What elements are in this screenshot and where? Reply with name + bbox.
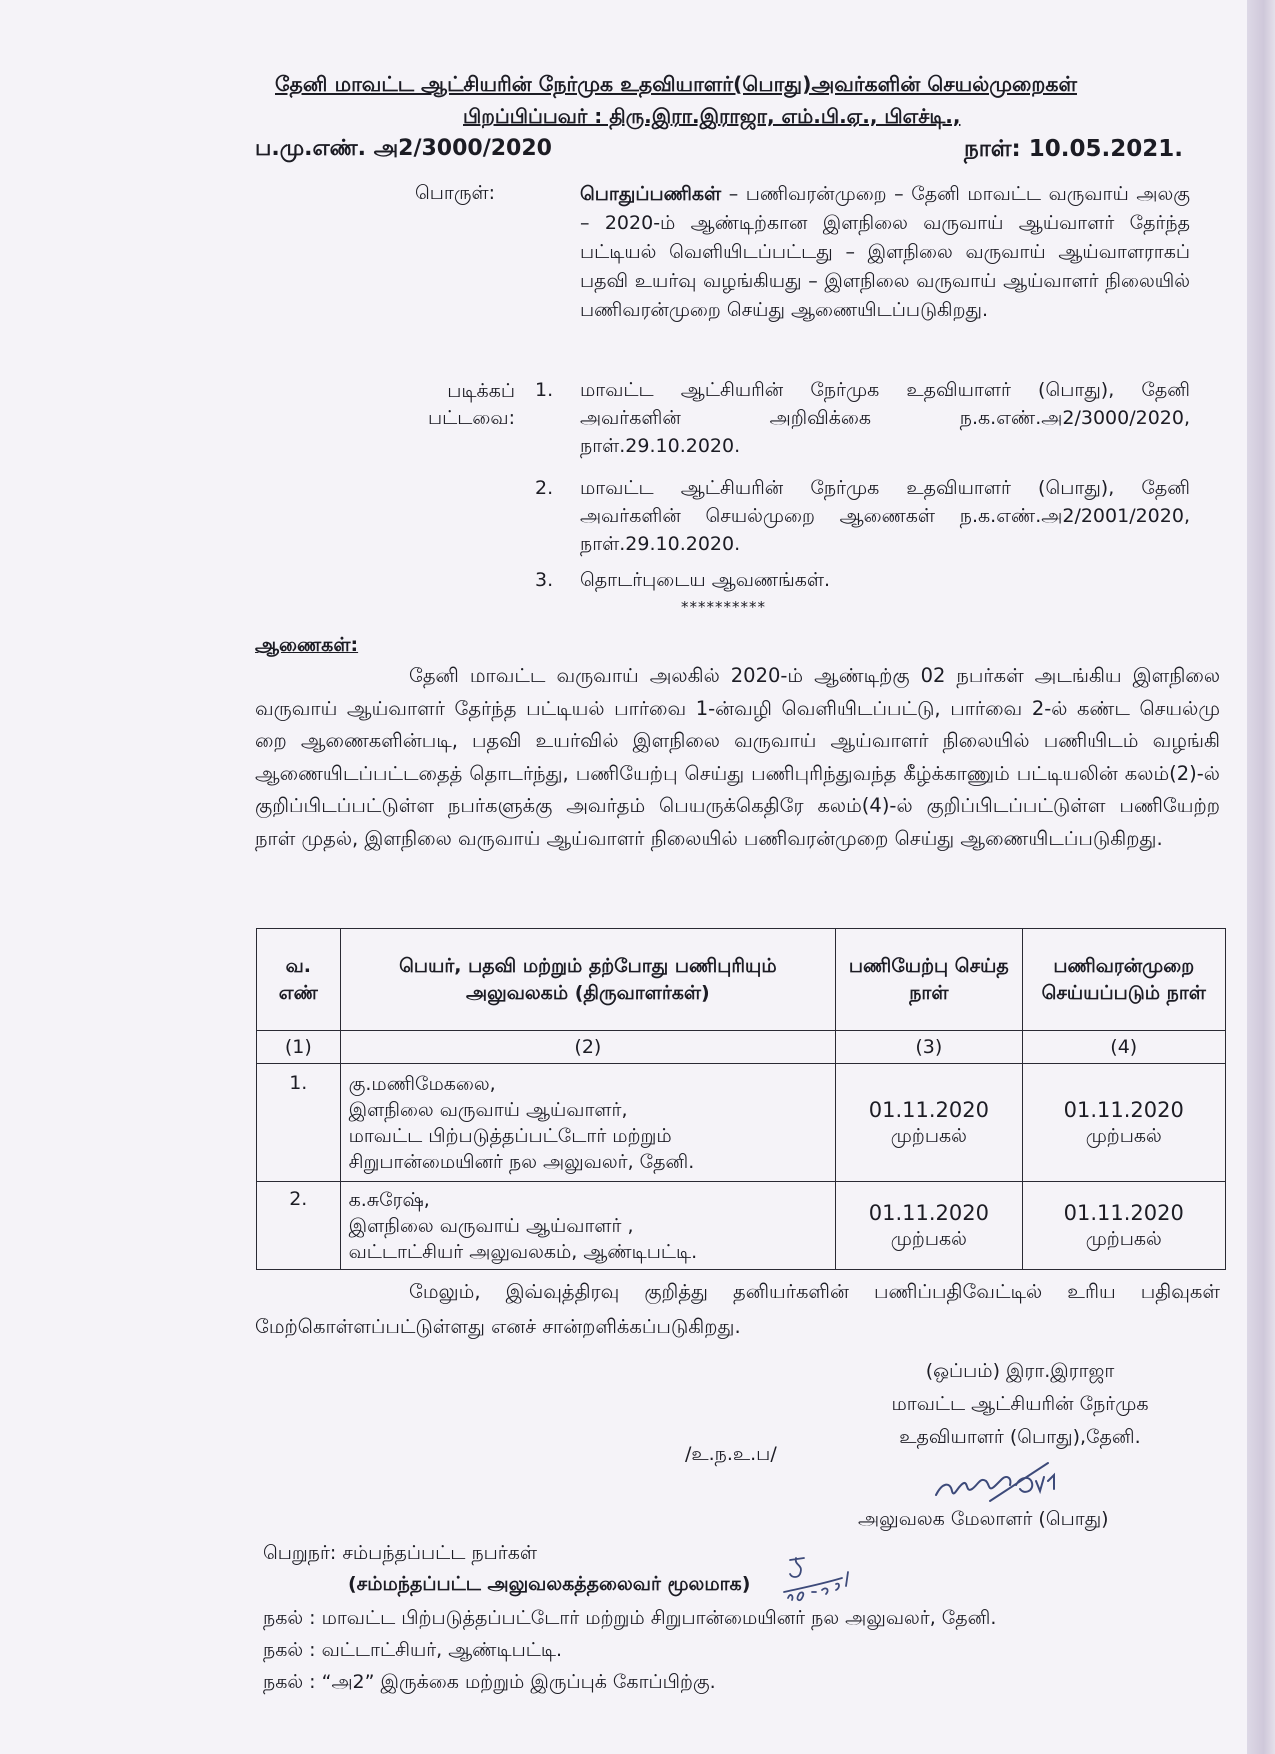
regularised-date: 01.11.2020: [1063, 1201, 1184, 1225]
designation-line: இளநிலை வருவாய் ஆய்வாளர் ,: [348, 1214, 634, 1237]
office-line: வட்டாட்சியர் அலுவலகம், ஆண்டிபட்டி.: [348, 1240, 698, 1263]
reference-text-3: தொடர்புடைய ஆவணங்கள்.: [580, 569, 831, 591]
reference-number: ப.மு.எண். அ2/3000/2020: [255, 136, 552, 161]
row-joined: [836, 1064, 1022, 1182]
row-serial: 1.: [257, 1064, 341, 1182]
copy-to-1: நகல் : மாவட்ட பிற்படுத்தப்பட்டோர் மற்றும் சிறுபான்மையினர் நல அலுவலர், தேனி.: [263, 1607, 997, 1629]
copy-to-3: நகல் : “அ2” இருக்கை மற்றும் இருப்புக் கோப்பிற்கு.: [263, 1671, 716, 1693]
reference-item: [535, 474, 1190, 564]
true-copy-mark: /உ.ந.உ.ப/: [685, 1443, 777, 1465]
reference-number-2: 2.: [535, 477, 554, 499]
joined-date: 01.11.2020: [868, 1201, 989, 1225]
reference-item: [535, 566, 1190, 596]
reference-text-2: மாவட்ட ஆட்சியரின் நேர்முக உதவியாளர் (பொது), தேனி அவர்களின் செயல்முறை ஆணைகள் ந.க.எண்.அ2/2001/2020, நாள்.29.10.2020.: [580, 477, 1190, 555]
signatory-title-2: உதவியாளர் (பொது),தேனி.: [899, 1426, 1141, 1448]
table-header-row: [257, 929, 1226, 1031]
joined-session: முற்பகல்: [890, 1228, 967, 1250]
orders-paragraph: தேனி மாவட்ட வருவாய் அலகில் 2020-ம் ஆண்டிற்கு 02 நபர்கள் அடங்கிய இளநிலை வருவாய் ஆய்வாளர் தேர்ந்த பட்டியல் பார்வை 1-ன்வழி வெளியிடப்பட்டு, பார்வை 2-ல் கண்ட செயல்மு றை ஆணைகளின்படி, பதவி உயர்வில் இளநிலை வருவாய் ஆய்வாளர் நிலையில் பணியிடம் வழங்கி ஆணையிடப்பட்டதைத் தொடர்ந்து, பணியேற்பு செய்து பணிபுரிந்துவந்த கீழ்க்காணும் பட்டியலின் கலம்(2)-ல் குறிப்பிடப்பட்டுள்ள நபர்களுக்கு அவர்தம் பெயருக்கெதிரே கலம்(4)-ல் குறிப்பிடப்பட்டுள்ள பணியேற்ற நாள் முதல், இளநிலை வருவாய் ஆய்வாளர் நிலையில் பணிவரன்முறை செய்து ஆணையிடப்படுகிறது.: [255, 664, 1220, 850]
index-cell: (3): [836, 1031, 1022, 1064]
references-label: படிக்கப் பட்டவை:: [428, 380, 515, 429]
regularised-session: முற்பகல்: [1085, 1228, 1162, 1250]
regularisation-table: [256, 928, 1226, 1270]
header-issuer: பிறப்பிப்பவர் : திரு.இரா.இராஜா, எம்.பி.ஏ., பிஎச்டி.,: [463, 104, 961, 128]
reference-number-1: 1.: [535, 379, 554, 401]
designation-line: இளநிலை வருவாய் ஆய்வாளர்,: [348, 1098, 628, 1121]
joined-date: 01.11.2020: [868, 1098, 989, 1122]
row-joined: [836, 1182, 1022, 1270]
office-manager-title: அலுவலக மேலாளர் (பொது): [858, 1508, 1109, 1530]
regularised-date: 01.11.2020: [1063, 1098, 1184, 1122]
recipients-label: பெறுநர்: சம்பந்தப்பட்ட நபர்கள்: [263, 1542, 537, 1564]
orders-heading: ஆணைகள்:: [255, 634, 359, 656]
reference-item: [535, 376, 1190, 466]
separator-stars: **********: [681, 598, 766, 616]
copy-to-2: நகல் : வட்டாட்சியர், ஆண்டிபட்டி.: [263, 1639, 562, 1661]
handwritten-signature: [928, 1455, 1078, 1515]
header-joined: பணியேற்பு செய்த நாள்: [836, 929, 1022, 1031]
name-line: க.சுரேஷ்,: [348, 1188, 430, 1211]
regularised-session: முற்பகல்: [1085, 1125, 1162, 1147]
table-row: [257, 1182, 1226, 1270]
signatory-title: மாவட்ட ஆட்சியரின் நேர்முக: [891, 1393, 1149, 1415]
header-serial: வ. எண்: [257, 929, 341, 1031]
row-serial: 2.: [257, 1182, 341, 1270]
subject-label: பொருள்:: [415, 182, 496, 204]
subject-text: [580, 180, 1190, 325]
page-edge-shadow: [1247, 0, 1275, 1754]
header-name: பெயர், பதவி மற்றும் தற்போது பணிபுரியும் அலுவலகம் (திருவாளர்கள்): [340, 929, 836, 1031]
office-line: சிறுபான்மையினர் நல அலுவலர், தேனி.: [348, 1150, 695, 1173]
closing-paragraph: மேலும், இவ்வுத்திரவு குறித்து தனியர்களின் பணிப்பதிவேட்டில் உரிய பதிவுகள் மேற்கொள்ளப்பட்டுள்ளது எனச் சான்றளிக்கப்படுகிறது.: [255, 1280, 1220, 1338]
row-name: [340, 1182, 836, 1270]
recipients-via: (சம்மந்தப்பட்ட அலுவலகத்தலைவர் மூலமாக): [348, 1573, 751, 1595]
signatory-name: (ஒப்பம்) இரா.இராஜா: [925, 1360, 1115, 1382]
name-line: கு.மணிமேகலை,: [348, 1072, 496, 1095]
row-regularised: [1022, 1182, 1225, 1270]
subject-lead: பொதுப்பணிகள்: [580, 183, 722, 205]
index-cell: (2): [340, 1031, 836, 1064]
handwritten-initials: [782, 1548, 862, 1604]
joined-session: முற்பகல்: [890, 1125, 967, 1147]
subject-body: – பணிவரன்முறை – தேனி மாவட்ட வருவாய் அலகு – 2020-ம் ஆண்டிற்கான இளநிலை வருவாய் ஆய்வாளர் தேர்ந்த பட்டியல் வெளியிடப்பட்டது – இளநிலை வருவாய் ஆய்வாளராகப் பதவி உயர்வு வழங்கியது – இளநிலை வருவாய் ஆய்வாளர் நிலையில் பணிவரன்முறை செய்து ஆணையிடப்படுகிறது.: [580, 183, 1190, 321]
office-line: மாவட்ட பிற்படுத்தப்பட்டோர் மற்றும்: [348, 1124, 672, 1147]
order-date: நாள்: 10.05.2021.: [964, 136, 1183, 162]
row-regularised: [1022, 1064, 1225, 1182]
index-cell: (1): [257, 1031, 341, 1064]
table-row: [257, 1064, 1226, 1182]
reference-text-1: மாவட்ட ஆட்சியரின் நேர்முக உதவியாளர் (பொது), தேனி அவர்களின் அறிவிக்கை ந.க.எண்.அ2/3000/2020, நாள்.29.10.2020.: [580, 379, 1190, 457]
header-regularised: பணிவரன்முறை செய்யப்படும் நாள்: [1022, 929, 1225, 1031]
table-index-row: [257, 1031, 1226, 1064]
reference-number-3: 3.: [535, 569, 554, 591]
signature-block: [855, 1355, 1185, 1454]
index-cell: (4): [1022, 1031, 1225, 1064]
header-title: தேனி மாவட்ட ஆட்சியரின் நேர்முக உதவியாளர்(பொது)அவர்களின் செயல்முறைகள்: [275, 72, 1077, 96]
row-name: [340, 1064, 836, 1182]
